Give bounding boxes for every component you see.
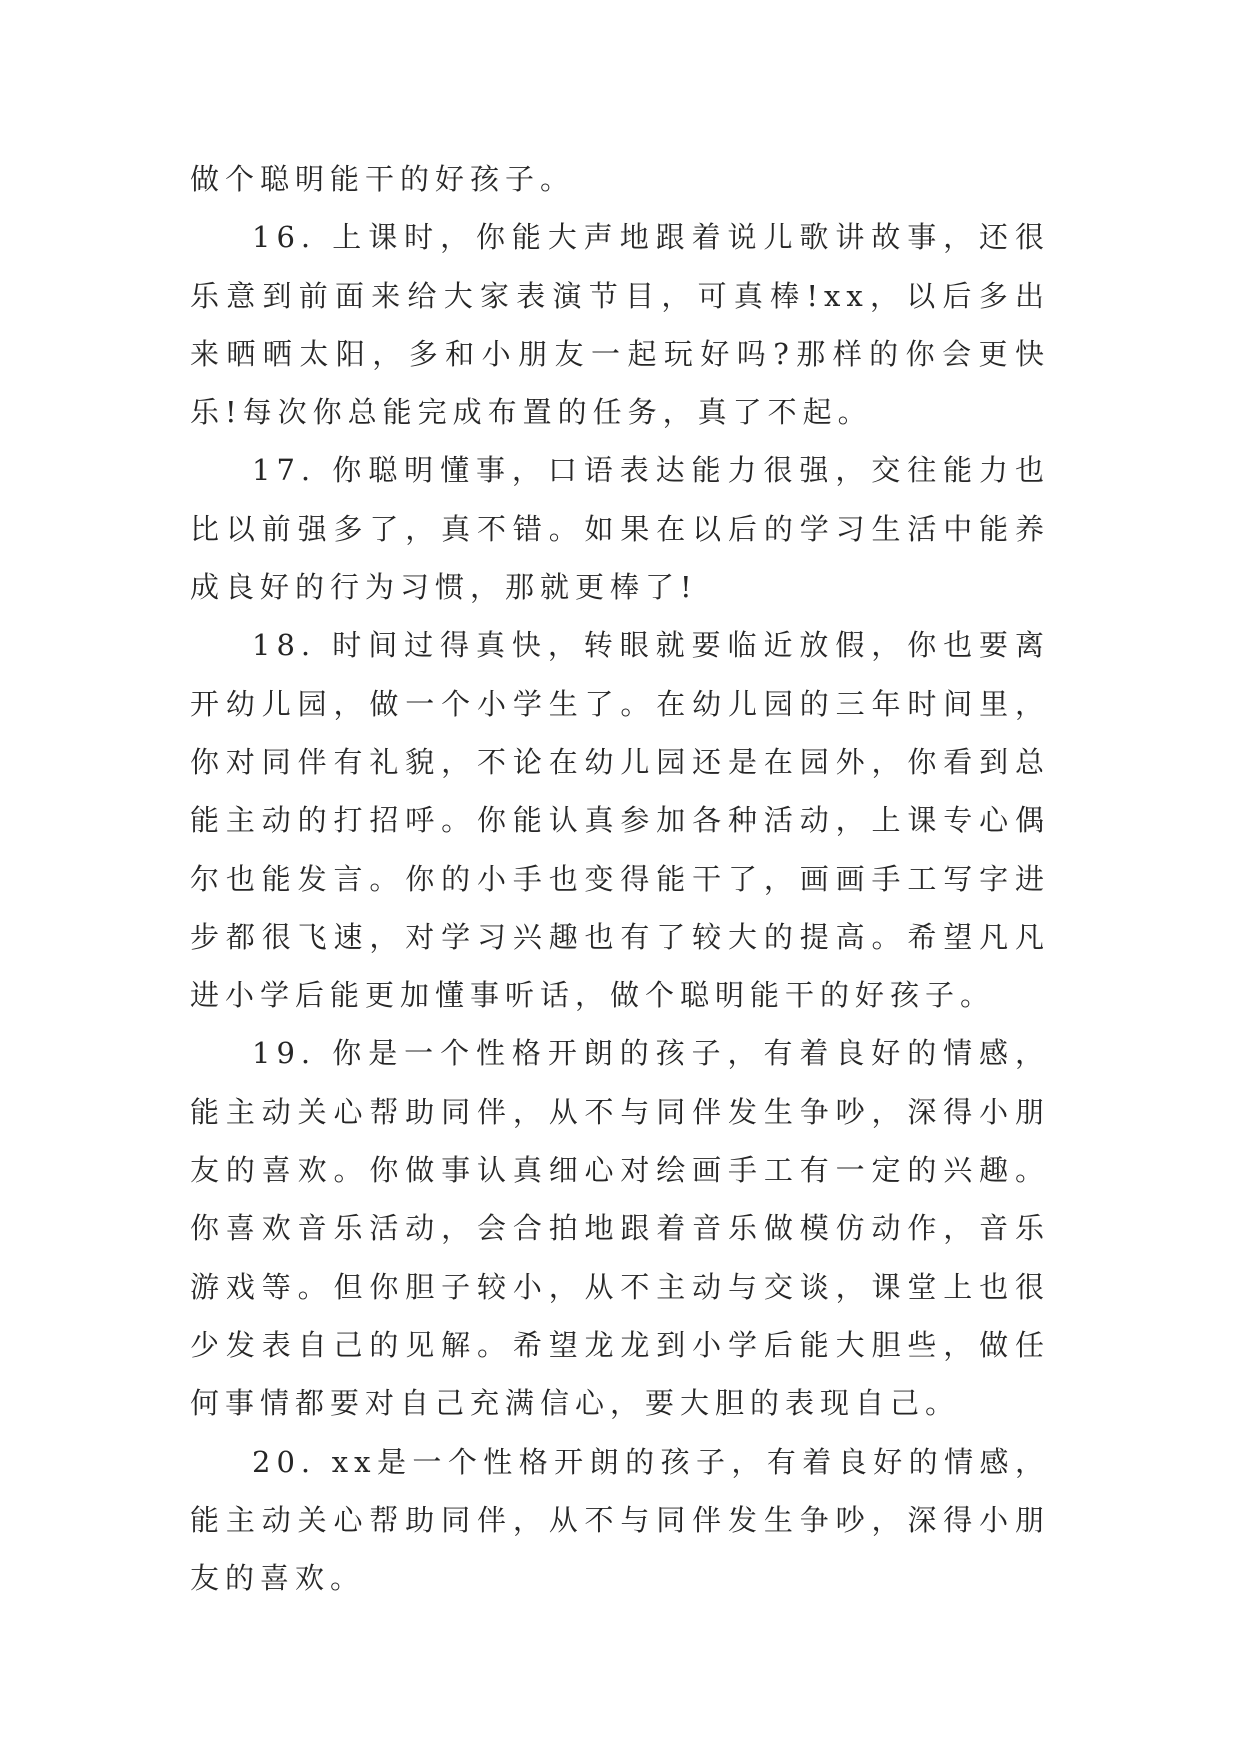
paragraph-16: 16. 上课时，你能大声地跟着说儿歌讲故事，还很乐意到前面来给大家表演节目，可真棒!xx，以后多出来晒晒太阳，多和小朋友一起玩好吗?那样的你会更快乐!每次你总能完成布置的任务，真了不起。 [190,220,1050,430]
paragraph-17: 17. 你聪明懂事，口语表达能力很强，交往能力也比以前强多了，真不错。如果在以后的学习生活中能养成良好的行为习惯，那就更棒了! [190,453,1050,605]
paragraph-continuation: 做个聪明能干的好孩子。 [190,162,576,196]
paragraph-19: 19. 你是一个性格开朗的孩子，有着良好的情感，能主动关心帮助同伴，从不与同伴发生争吵，深得小朋友的喜欢。你做事认真细心对绘画手工有一定的兴趣。你喜欢音乐活动，会合拍地跟着音乐做模仿动作，音乐游戏等。但你胆子较小，从不主动与交谈，课堂上也很少发表自己的见解。希望龙龙到小学后能大胆些，做任何事情都要对自己充满信心，要大胆的表现自己。 [190,1036,1050,1421]
document-body [190,150,1050,1607]
paragraph-18: 18. 时间过得真快，转眼就要临近放假，你也要离开幼儿园，做一个小学生了。在幼儿园的三年时间里，你对同伴有礼貌，不论在幼儿园还是在园外，你看到总能主动的打招呼。你能认真参加各种活动，上课专心偶尔也能发言。你的小手也变得能干了，画画手工写字进步都很飞速，对学习兴趣也有了较大的提高。希望凡凡进小学后能更加懂事听话，做个聪明能干的好孩子。 [190,628,1050,1013]
paragraph-20: 20. xx是一个性格开朗的孩子，有着良好的情感，能主动关心帮助同伴，从不与同伴发生争吵，深得小朋友的喜欢。 [190,1444,1050,1596]
